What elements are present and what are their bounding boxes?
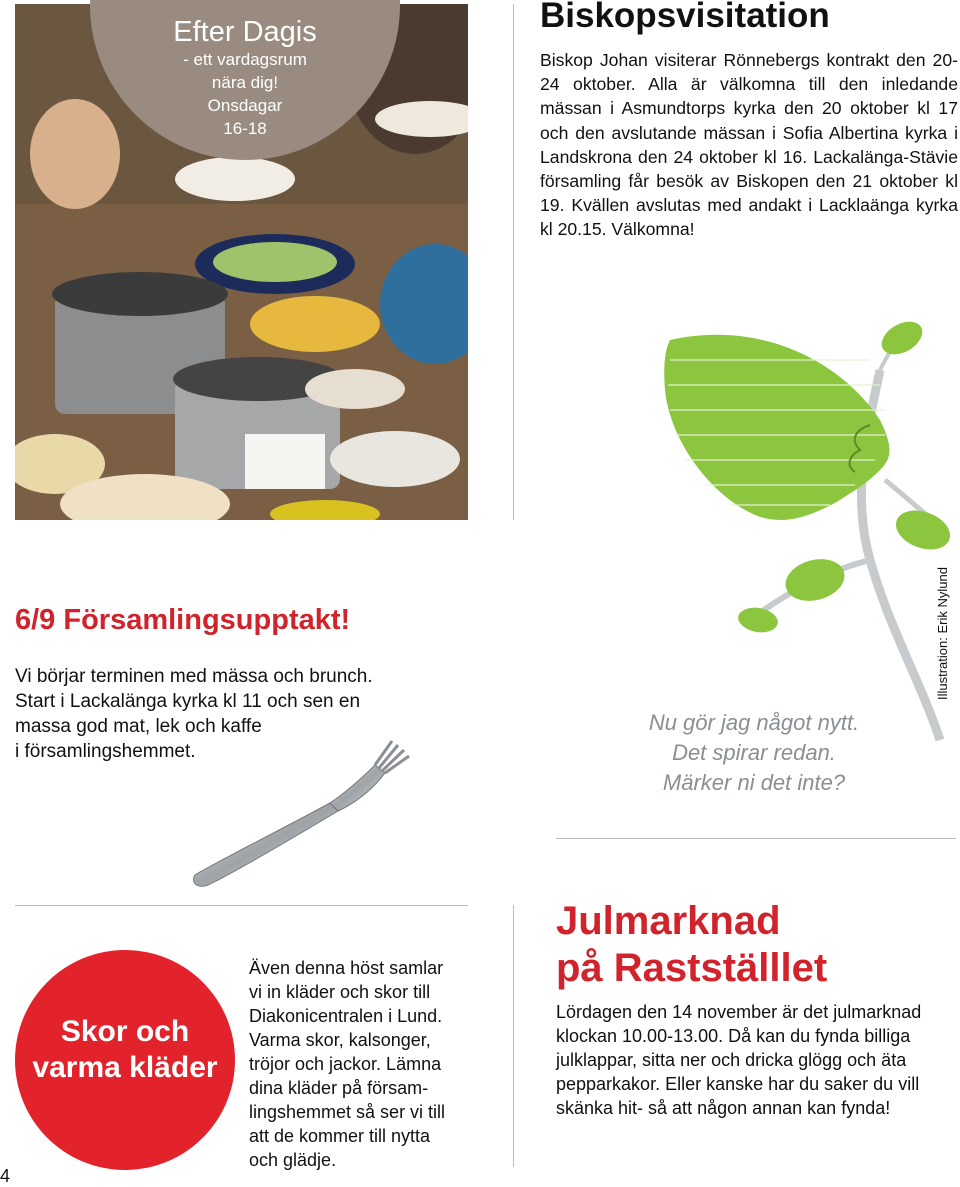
badge-line: - ett vardagsrum [183, 50, 307, 69]
biskopsvisitation-heading: Biskopsvisitation [540, 0, 830, 35]
skor-text [249, 956, 473, 1172]
upptakt-line: Vi börjar terminen med mässa och brunch. [15, 666, 373, 687]
badge-title: Efter Dagis [173, 16, 317, 48]
skor-line: dina kläder på försam- [249, 1078, 429, 1098]
skor-line: Diakonicentralen i Lund. [249, 1006, 443, 1026]
fork-image [180, 735, 420, 895]
julmarknad-line: klockan 10.00-13.00. Då kan du fynda billiga [556, 1026, 911, 1046]
sprout-quote [628, 708, 880, 798]
illustration-credit: Illustration: Erik Nylund [935, 567, 950, 700]
quote-line: Det spirar redan. [672, 740, 836, 765]
skor-badge [15, 950, 235, 1170]
skor-line: Även denna höst samlar [249, 958, 444, 978]
biskopsvisitation-text [540, 48, 958, 242]
badge-line: nära dig! [211, 73, 279, 92]
skor-badge-line: Skor och [60, 1015, 190, 1048]
julmarknad-line: skänka hit- så att någon annan kan fynda! [556, 1098, 891, 1118]
badge-line: Onsdagar [207, 96, 283, 115]
skor-line: Varma skor, kalsonger, [249, 1030, 431, 1050]
skor-line: vi in kläder och skor till [249, 982, 431, 1002]
efter-dagis-badge [90, 0, 400, 160]
julmarknad-line: julklappar, sitta ner och dricka glögg och äta [556, 1050, 907, 1070]
upptakt-heading: 6/9 Församlingsupptakt! [15, 604, 351, 636]
skor-line: tröjor och jackor. Lämna [249, 1054, 442, 1074]
fork-icon [180, 735, 420, 895]
section-divider [15, 905, 468, 906]
page-number: 4 [0, 1166, 11, 1186]
julmarknad-heading-line: Julmarknad [556, 899, 781, 943]
julmarknad-line: pepparkakor. Eller kanske har du saker du vill [556, 1074, 920, 1094]
badge-line: 16-18 [223, 119, 267, 138]
quote-line: Märker ni det inte? [662, 770, 846, 795]
sprout-face-illustration [640, 300, 960, 750]
upptakt-line: massa god mat, lek och kaffe [15, 716, 262, 737]
leaf-face-illustration [640, 300, 960, 750]
upptakt-line: i församlingshemmet. [15, 741, 196, 762]
skor-line: och glädje. [249, 1150, 337, 1170]
julmarknad-text [556, 1000, 960, 1120]
skor-badge-line: varma kläder [32, 1051, 218, 1084]
skor-line: lingshemmet så ser vi till [249, 1102, 446, 1122]
column-divider [513, 4, 514, 520]
julmarknad-heading-line: på Rastställlet [556, 946, 828, 990]
column-divider [513, 905, 514, 1167]
upptakt-line: Start i Lackalänga kyrka kl 11 och sen en [15, 691, 361, 712]
section-divider [556, 838, 956, 839]
julmarknad-heading [556, 898, 827, 992]
biskopsvisitation-paragraph: Biskop Johan visiterar Rönnebergs kontrakt den 20-24 oktober. Alla är välkomna till den inledande mässan i Asmundtorps kyrka den 20 oktober kl 17 och den avslutande mässan i Sofia Albertina kyrka i Landskrona den 24 oktober kl 16. Lackalänga-Stävie församling får besök av Biskopen den 21 oktober kl 19. Kvällen avslutas med andakt i Lacklaänga kyrka kl 20.15. Välkomna! [540, 50, 958, 240]
skor-line: att de kommer till nytta [249, 1126, 431, 1146]
quote-line: Nu gör jag något nytt. [648, 710, 860, 735]
julmarknad-line: Lördagen den 14 november är det julmarknad [556, 1002, 922, 1022]
